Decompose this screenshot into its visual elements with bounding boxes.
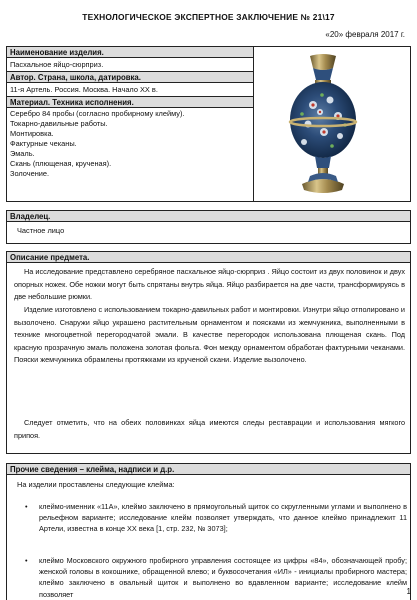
material-line: Монтировка. [10,129,54,138]
description-heading: Описание предмета. [7,252,410,263]
column-divider [253,47,254,201]
description-paragraph: Изделие изготовлено с использованием токарно-давильных работ и монтировки. Изнутри яйцо отполировано и вызолочено. Снаружи яйцо украшено растительным орнаментом и поясками из жемчужника, выполненными в технике многоцветной перегородчатой эмали. В качестве перегородок использована плющеная скань. Под красную прозрачную эмаль положена золотая фольга. Фон между орнаментом обработан фактурными чеканами. Пояски жемчужника обрамлены протяжками из крученой скани. Изделие вызолочено. [14,305,405,364]
material-line: Серебро 84 пробы (согласно пробирному клейму). [10,109,185,118]
material-heading: Материал. Техника исполнения. [7,97,253,108]
description-paragraph: На исследование представлено серебряное пасхальное яйцо-сюрприз . Яйцо состоит из двух половинок и двух опорных ножек. Обе ножки могут быть спрятаны внутрь яйца. Яйцо разбирается на две части, трансформируясь в две небольшие рюмки. [14,267,405,301]
material-line: Скань (плющеная, крученая). [10,159,112,168]
page-number: 1 [406,587,411,596]
material-line: Золочение. [10,169,50,178]
list-item [25,501,407,535]
marks-box [6,463,411,600]
item-name-value: Пасхальное яйцо-сюрприз. [10,60,104,69]
item-name-heading: Наименование изделия. [7,47,253,58]
item-photo [258,50,388,198]
bullet-icon: • [25,556,28,565]
list-item [25,555,407,600]
mark-text: клеймо Московского окружного пробирного управления состоящее из цифры «84», обозначающей пробу; женской головы в кокошнике, обращенной влево; и буквосочетания «ИЛ» - инициалы пробирного мастера; клеймо заключено в овальный щиток и выполнено во вдавленном варианте; исследование клейм позволяет [39,556,407,599]
owner-heading: Владелец. [7,211,410,222]
material-line: Токарно-давильные работы. [10,119,108,128]
description-paragraph: Следует отметить, что на обеих половинках яйца имеются следы реставрации и использования мягкого припоя. [14,418,405,440]
author-heading: Автор. Страна, школа, датировка. [7,72,253,83]
author-value: 11-я Артель. Россия. Москва. Начало XX в. [10,85,158,94]
document-title: ТЕХНОЛОГИЧЕСКОЕ ЭКСПЕРТНОЕ ЗАКЛЮЧЕНИЕ № 21\17 [82,12,335,22]
material-line: Эмаль. [10,149,35,158]
description-box [6,251,411,454]
material-line: Фактурные чеканы. [10,139,77,148]
bullet-icon: • [25,502,28,511]
marks-intro: На изделии проставлены следующие клейма: [17,480,175,489]
marks-heading: Прочие сведения – клейма, надписи и д.р. [7,464,410,475]
mark-text: клеймо-именник «11А», клеймо заключено в прямоугольный щиток со скругленными углами и выполнено в рельефном варианте; исследование клейм позволяет утверждать, что данное клеймо принадлежит 11 Артели, известна в конце XX века [1, стр. 232, № 3073]; [39,502,407,534]
owner-box [6,210,411,244]
owner-value: Частное лицо [17,226,65,235]
document-date: «20» февраля 2017 г. [325,30,405,39]
